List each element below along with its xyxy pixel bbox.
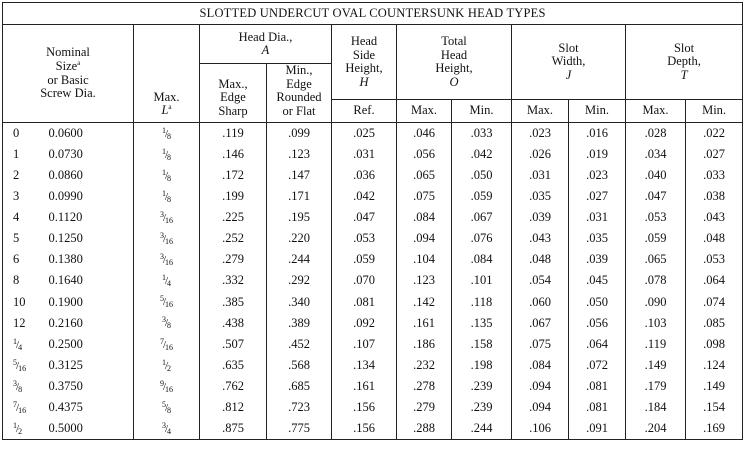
fraction: $^1$/8 [161, 188, 172, 204]
value-cell-j-min: .039 [569, 250, 626, 271]
table-row [3, 123, 743, 145]
value-cell-o-max: .046 [397, 123, 452, 145]
value-cell-h: .081 [332, 292, 397, 313]
fraction: $^1$/2 [161, 357, 172, 373]
value-cell-j-min: .016 [569, 123, 626, 145]
value-cell-o-max: .142 [397, 292, 452, 313]
value-cell-t-max: .078 [626, 271, 686, 292]
max-length-cell [134, 186, 200, 207]
value-cell-o-min: .239 [452, 397, 512, 418]
max-length-cell [134, 334, 200, 355]
value-cell-o-max: .232 [397, 355, 452, 376]
head-dia-max-header: Max., Edge Sharp [200, 64, 267, 123]
value-cell-t-min: .043 [686, 207, 743, 228]
value-cell-o-max: .288 [397, 418, 452, 440]
table-row [3, 165, 743, 186]
value-cell-j-max: .048 [512, 250, 569, 271]
basic-dia-cell: 0.0600 [43, 123, 134, 145]
table-row [3, 355, 743, 376]
slot-depth-min-header: Min. [686, 100, 743, 123]
fraction: $^1$/4 [13, 336, 23, 352]
value-cell-a-max: .279 [200, 250, 267, 271]
basic-dia-cell: 0.3750 [43, 376, 134, 397]
value-cell-h: .156 [332, 397, 397, 418]
nominal-size-cell: 1 [3, 144, 43, 165]
value-cell-a-min: .099 [267, 123, 332, 145]
value-cell-t-min: .085 [686, 313, 743, 334]
max-length-cell [134, 144, 200, 165]
max-length-cell [134, 397, 200, 418]
basic-dia-cell: 0.1900 [43, 292, 134, 313]
value-cell-t-max: .047 [626, 186, 686, 207]
fraction: $^7$/16 [159, 336, 174, 352]
table-row [3, 334, 743, 355]
value-cell-h: .161 [332, 376, 397, 397]
table-row [3, 228, 743, 249]
fraction: $^1$/4 [161, 273, 172, 289]
max-length-cell [134, 292, 200, 313]
value-cell-t-max: .179 [626, 376, 686, 397]
table-row [3, 186, 743, 207]
value-cell-h: .107 [332, 334, 397, 355]
value-cell-a-max: .119 [200, 123, 267, 145]
table-row [3, 313, 743, 334]
value-cell-o-min: .198 [452, 355, 512, 376]
table-row [3, 397, 743, 418]
value-cell-t-min: .033 [686, 165, 743, 186]
value-cell-a-max: .762 [200, 376, 267, 397]
value-cell-o-max: .084 [397, 207, 452, 228]
fraction: $^3$/8 [161, 315, 172, 331]
value-cell-a-min: .220 [267, 228, 332, 249]
value-cell-o-min: .067 [452, 207, 512, 228]
value-cell-h: .042 [332, 186, 397, 207]
value-cell-a-max: .875 [200, 418, 267, 440]
max-length-cell [134, 207, 200, 228]
value-cell-o-max: .075 [397, 186, 452, 207]
value-cell-j-min: .081 [569, 376, 626, 397]
max-length-cell [134, 355, 200, 376]
nominal-size-cell [3, 355, 43, 376]
value-cell-t-max: .149 [626, 355, 686, 376]
value-cell-t-max: .103 [626, 313, 686, 334]
nominal-size-cell: 4 [3, 207, 43, 228]
value-cell-j-max: .106 [512, 418, 569, 440]
basic-dia-cell: 0.1640 [43, 271, 134, 292]
value-cell-a-max: .225 [200, 207, 267, 228]
value-cell-h: .047 [332, 207, 397, 228]
basic-dia-cell: 0.1120 [43, 207, 134, 228]
value-cell-h: .036 [332, 165, 397, 186]
value-cell-a-max: .635 [200, 355, 267, 376]
value-cell-t-max: .059 [626, 228, 686, 249]
head-side-height-header: Head Side Height, H [332, 25, 397, 100]
value-cell-o-max: .186 [397, 334, 452, 355]
table-row [3, 144, 743, 165]
value-cell-a-max: .438 [200, 313, 267, 334]
value-cell-o-max: .278 [397, 376, 452, 397]
value-cell-j-max: .043 [512, 228, 569, 249]
basic-dia-cell: 0.5000 [43, 418, 134, 440]
value-cell-a-min: .389 [267, 313, 332, 334]
basic-dia-cell: 0.3125 [43, 355, 134, 376]
fraction: $^3$/4 [161, 420, 172, 436]
fraction: $^3$/8 [13, 378, 23, 394]
value-cell-a-min: .147 [267, 165, 332, 186]
value-cell-j-min: .045 [569, 271, 626, 292]
value-cell-j-max: .075 [512, 334, 569, 355]
table-row [3, 271, 743, 292]
value-cell-t-max: .028 [626, 123, 686, 145]
value-cell-j-max: .035 [512, 186, 569, 207]
max-length-cell [134, 313, 200, 334]
value-cell-j-max: .054 [512, 271, 569, 292]
value-cell-o-min: .135 [452, 313, 512, 334]
basic-dia-cell: 0.4375 [43, 397, 134, 418]
value-cell-o-min: .059 [452, 186, 512, 207]
value-cell-h: .053 [332, 228, 397, 249]
nominal-size-cell: 3 [3, 186, 43, 207]
max-length-header: Max. $L^a$ [134, 25, 200, 123]
value-cell-a-min: .171 [267, 186, 332, 207]
value-cell-j-max: .031 [512, 165, 569, 186]
nominal-size-cell: 8 [3, 271, 43, 292]
value-cell-a-min: .123 [267, 144, 332, 165]
value-cell-o-max: .094 [397, 228, 452, 249]
value-cell-j-min: .091 [569, 418, 626, 440]
value-cell-t-max: .119 [626, 334, 686, 355]
value-cell-t-min: .038 [686, 186, 743, 207]
value-cell-j-max: .094 [512, 376, 569, 397]
basic-dia-cell: 0.2160 [43, 313, 134, 334]
value-cell-a-min: .452 [267, 334, 332, 355]
fraction: $^9$/16 [159, 378, 174, 394]
value-cell-o-min: .042 [452, 144, 512, 165]
value-cell-o-min: .239 [452, 376, 512, 397]
value-cell-j-min: .064 [569, 334, 626, 355]
value-cell-t-max: .034 [626, 144, 686, 165]
value-cell-j-max: .067 [512, 313, 569, 334]
value-cell-j-max: .084 [512, 355, 569, 376]
fraction: $^5$/16 [159, 294, 174, 310]
value-cell-t-min: .022 [686, 123, 743, 145]
nominal-size-cell: 6 [3, 250, 43, 271]
basic-dia-cell: 0.0860 [43, 165, 134, 186]
value-cell-t-max: .204 [626, 418, 686, 440]
value-cell-a-max: .385 [200, 292, 267, 313]
value-cell-o-min: .118 [452, 292, 512, 313]
value-cell-h: .031 [332, 144, 397, 165]
table-body [3, 123, 743, 440]
value-cell-j-max: .039 [512, 207, 569, 228]
value-cell-j-min: .072 [569, 355, 626, 376]
total-min-header: Min. [452, 100, 512, 123]
value-cell-o-max: .123 [397, 271, 452, 292]
basic-dia-cell: 0.1380 [43, 250, 134, 271]
fraction: $^5$/8 [161, 399, 172, 415]
table-row [3, 292, 743, 313]
value-cell-t-min: .048 [686, 228, 743, 249]
value-cell-j-min: .035 [569, 228, 626, 249]
value-cell-o-min: .076 [452, 228, 512, 249]
fraction: $^1$/2 [13, 420, 23, 436]
value-cell-a-min: .685 [267, 376, 332, 397]
value-cell-o-max: .056 [397, 144, 452, 165]
nominal-size-cell: 2 [3, 165, 43, 186]
value-cell-o-min: .050 [452, 165, 512, 186]
table-row [3, 418, 743, 440]
max-length-cell [134, 250, 200, 271]
value-cell-h: .134 [332, 355, 397, 376]
max-length-cell [134, 165, 200, 186]
basic-dia-cell: 0.0990 [43, 186, 134, 207]
value-cell-t-min: .064 [686, 271, 743, 292]
value-cell-t-min: .027 [686, 144, 743, 165]
value-cell-j-max: .023 [512, 123, 569, 145]
value-cell-a-max: .252 [200, 228, 267, 249]
value-cell-t-max: .065 [626, 250, 686, 271]
slot-width-min-header: Min. [569, 100, 626, 123]
value-cell-a-min: .723 [267, 397, 332, 418]
ref-header: Ref. [332, 100, 397, 123]
table-row [3, 376, 743, 397]
value-cell-h: .070 [332, 271, 397, 292]
value-cell-o-min: .101 [452, 271, 512, 292]
value-cell-a-min: .195 [267, 207, 332, 228]
nominal-size-cell [3, 397, 43, 418]
value-cell-j-max: .026 [512, 144, 569, 165]
fraction: $^5$/16 [13, 357, 27, 373]
value-cell-t-min: .169 [686, 418, 743, 440]
total-max-header: Max. [397, 100, 452, 123]
fraction: $^3$/16 [159, 231, 174, 247]
slot-width-max-header: Max. [512, 100, 569, 123]
table-row [3, 207, 743, 228]
value-cell-o-max: .279 [397, 397, 452, 418]
value-cell-a-min: .568 [267, 355, 332, 376]
nominal-size-cell [3, 418, 43, 440]
value-cell-t-min: .053 [686, 250, 743, 271]
value-cell-a-max: .199 [200, 186, 267, 207]
value-cell-t-min: .074 [686, 292, 743, 313]
max-length-cell [134, 228, 200, 249]
value-cell-h: .092 [332, 313, 397, 334]
value-cell-o-max: .104 [397, 250, 452, 271]
max-length-cell [134, 271, 200, 292]
nominal-size-cell: 10 [3, 292, 43, 313]
value-cell-j-max: .094 [512, 397, 569, 418]
value-cell-j-min: .056 [569, 313, 626, 334]
basic-dia-cell: 0.2500 [43, 334, 134, 355]
head-dia-header: Head Dia., A [200, 25, 332, 64]
value-cell-a-max: .172 [200, 165, 267, 186]
nominal-size-cell [3, 376, 43, 397]
value-cell-a-min: .340 [267, 292, 332, 313]
value-cell-j-min: .050 [569, 292, 626, 313]
spec-table [2, 2, 743, 440]
spec-table-container [2, 2, 742, 454]
value-cell-a-min: .244 [267, 250, 332, 271]
nominal-size-cell [3, 334, 43, 355]
value-cell-t-max: .053 [626, 207, 686, 228]
value-cell-t-max: .040 [626, 165, 686, 186]
value-cell-j-min: .031 [569, 207, 626, 228]
value-cell-o-min: .244 [452, 418, 512, 440]
value-cell-o-max: .161 [397, 313, 452, 334]
value-cell-a-min: .775 [267, 418, 332, 440]
value-cell-h: .025 [332, 123, 397, 145]
value-cell-t-min: .124 [686, 355, 743, 376]
slot-depth-header: Slot Depth, T [626, 25, 743, 100]
fraction: $^7$/16 [13, 399, 27, 415]
value-cell-t-max: .090 [626, 292, 686, 313]
head-dia-min-header: Min., Edge Rounded or Flat [267, 64, 332, 123]
value-cell-a-max: .146 [200, 144, 267, 165]
nominal-size-cell: 5 [3, 228, 43, 249]
max-length-cell [134, 418, 200, 440]
value-cell-j-max: .060 [512, 292, 569, 313]
basic-dia-cell: 0.0730 [43, 144, 134, 165]
value-cell-t-min: .098 [686, 334, 743, 355]
value-cell-j-min: .027 [569, 186, 626, 207]
slot-width-header: Slot Width, J [512, 25, 626, 100]
table-title: SLOTTED UNDERCUT OVAL COUNTERSUNK HEAD TYPES [3, 3, 743, 25]
value-cell-t-min: .149 [686, 376, 743, 397]
value-cell-a-min: .292 [267, 271, 332, 292]
value-cell-a-max: .332 [200, 271, 267, 292]
total-head-height-header: Total Head Height, O [397, 25, 512, 100]
table-row [3, 250, 743, 271]
fraction: $^1$/8 [161, 125, 172, 141]
value-cell-o-max: .065 [397, 165, 452, 186]
fraction: $^1$/8 [161, 167, 172, 183]
value-cell-a-max: .507 [200, 334, 267, 355]
nominal-size-cell: 0 [3, 123, 43, 145]
value-cell-a-max: .812 [200, 397, 267, 418]
fraction: $^3$/16 [159, 209, 174, 225]
max-length-cell [134, 123, 200, 145]
value-cell-j-min: .019 [569, 144, 626, 165]
value-cell-j-min: .023 [569, 165, 626, 186]
value-cell-h: .059 [332, 250, 397, 271]
nominal-size-header: Nominal Size$^a$ or Basic Screw Dia. [3, 25, 134, 123]
fraction: $^1$/8 [161, 146, 172, 162]
value-cell-h: .156 [332, 418, 397, 440]
value-cell-j-min: .081 [569, 397, 626, 418]
max-length-cell [134, 376, 200, 397]
value-cell-t-min: .154 [686, 397, 743, 418]
value-cell-o-min: .158 [452, 334, 512, 355]
slot-depth-max-header: Max. [626, 100, 686, 123]
fraction: $^3$/16 [159, 252, 174, 268]
basic-dia-cell: 0.1250 [43, 228, 134, 249]
value-cell-t-max: .184 [626, 397, 686, 418]
nominal-size-cell: 12 [3, 313, 43, 334]
value-cell-o-min: .033 [452, 123, 512, 145]
value-cell-o-min: .084 [452, 250, 512, 271]
